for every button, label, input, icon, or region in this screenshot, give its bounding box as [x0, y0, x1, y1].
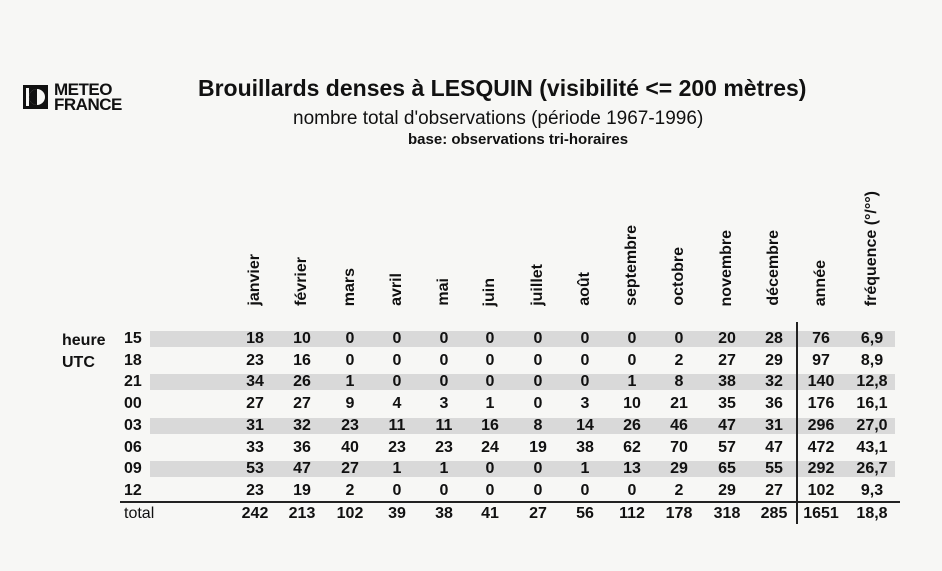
column-header [432, 230, 456, 306]
column-header [573, 230, 597, 306]
table-cell: 3 [439, 395, 449, 413]
column-header [809, 230, 833, 306]
column-header-label: février [293, 257, 310, 306]
table-cell: 0 [439, 373, 449, 391]
table-cell: 0 [485, 373, 495, 391]
column-header [667, 230, 691, 306]
table-cell: 0 [345, 351, 355, 369]
table-cell: 2 [674, 481, 684, 499]
table-cell: 0 [674, 330, 684, 347]
table-cell: 8 [674, 373, 684, 391]
meteo-france-logo [22, 82, 122, 112]
column-header-label: juin [481, 277, 498, 306]
column-header-label: juillet [529, 264, 546, 306]
table-cell: 31 [765, 416, 783, 434]
table-cell: 34 [246, 373, 264, 391]
column-header-label: avril [388, 273, 405, 306]
table-cell: 26,7 [856, 460, 888, 478]
table-cell: 0 [627, 481, 637, 499]
table-cell: 11 [388, 416, 406, 434]
table-cell: 36 [293, 438, 311, 456]
table-cell: 23 [246, 351, 264, 369]
table-cell: 1 [580, 460, 590, 478]
column-header [762, 230, 786, 306]
table-cell: 47 [765, 438, 783, 456]
total-cell: 38 [435, 505, 453, 522]
table-row [0, 350, 942, 372]
total-cell: 285 [760, 505, 788, 522]
total-cell: 41 [481, 505, 499, 522]
column-header-label: septembre [623, 225, 640, 306]
column-header [385, 230, 409, 306]
total-cell: 56 [576, 505, 594, 522]
table-row [0, 328, 942, 350]
table-cell: 0 [485, 330, 495, 347]
total-cell: 242 [241, 505, 269, 522]
table-cell: 296 [807, 416, 835, 434]
table-cell: 0 [533, 460, 543, 478]
table-cell: 27 [293, 395, 311, 413]
table-cell: 47 [718, 416, 736, 434]
table-cell: 47 [293, 460, 311, 478]
total-cell: 318 [713, 505, 741, 522]
table-cell: 33 [246, 438, 264, 456]
column-header [243, 230, 267, 306]
table-cell: 0 [533, 330, 543, 347]
table-cell: 1 [392, 460, 402, 478]
column-header-label: octobre [670, 247, 687, 306]
total-cell: 178 [665, 505, 693, 522]
table-cell: 97 [812, 351, 830, 369]
column-header [338, 230, 362, 306]
table-cell: 53 [246, 460, 264, 478]
table-cell: 0 [392, 373, 402, 391]
row-axis-label-heure: heure [62, 332, 106, 349]
table-cell: 27 [765, 481, 783, 499]
logo-line1: METEO [54, 80, 112, 99]
logo-line2: FRANCE [54, 95, 122, 114]
table-cell: 27,0 [856, 416, 888, 434]
row-hour-label: 00 [124, 395, 142, 413]
annual-separator-line [796, 322, 798, 524]
table-cell: 0 [485, 351, 495, 369]
page-title: Brouillards denses à LESQUIN (visibilité <= 200 mètres) [198, 75, 807, 101]
row-hour-label: 09 [124, 460, 142, 478]
table-cell: 32 [293, 416, 311, 434]
table-cell: 2 [345, 481, 355, 499]
table-cell: 4 [392, 395, 402, 413]
row-axis-label-utc: UTC [62, 354, 95, 371]
table-row [0, 415, 942, 437]
table-cell: 29 [670, 460, 688, 478]
table-cell: 0 [485, 460, 495, 478]
total-cell: 39 [388, 505, 406, 522]
total-cell: 102 [336, 505, 364, 522]
column-header-label: janvier [246, 254, 263, 306]
table-cell: 1 [439, 460, 449, 478]
table-cell: 70 [670, 438, 688, 456]
table-cell: 57 [718, 438, 736, 456]
column-header-label: année [812, 259, 829, 306]
row-hour-label: 12 [124, 481, 142, 499]
total-row-label: total [124, 505, 155, 522]
table-cell: 14 [576, 416, 594, 434]
row-hour-label: 15 [124, 330, 142, 347]
column-header-label: mai [435, 278, 452, 306]
table-cell: 43,1 [856, 438, 888, 456]
table-cell: 23 [341, 416, 359, 434]
column-header-label: août [576, 272, 593, 306]
table-cell: 19 [529, 438, 547, 456]
table-cell: 2 [674, 351, 684, 369]
table-cell: 16 [481, 416, 499, 434]
column-header-label: novembre [718, 229, 735, 306]
table-cell: 21 [670, 395, 688, 413]
table-cell: 0 [580, 481, 590, 499]
table-cell: 8 [533, 416, 543, 434]
table-cell: 23 [246, 481, 264, 499]
table-cell: 29 [765, 351, 783, 369]
table-cell: 1 [345, 373, 355, 391]
table-cell: 0 [345, 330, 355, 347]
table-cell: 0 [533, 373, 543, 391]
table-cell: 8,9 [860, 351, 884, 369]
table-cell: 10 [623, 395, 641, 413]
page-basis-note: base: observations tri-horaires [408, 131, 629, 148]
table-cell: 9 [345, 395, 355, 413]
table-row [0, 371, 942, 393]
table-row [0, 437, 942, 459]
table-cell: 0 [439, 330, 449, 347]
table-cell: 0 [580, 373, 590, 391]
total-cell: 27 [529, 505, 547, 522]
table-cell: 292 [807, 460, 835, 478]
table-cell: 0 [485, 481, 495, 499]
table-cell: 13 [623, 460, 641, 478]
table-cell: 16,1 [856, 395, 888, 413]
table-cell: 0 [392, 330, 402, 347]
table-cell: 26 [293, 373, 311, 391]
column-header-label: fréquence (°/°°) [863, 190, 880, 306]
table-cell: 0 [439, 351, 449, 369]
table-cell: 0 [580, 351, 590, 369]
table-cell: 140 [807, 373, 835, 391]
table-cell: 40 [341, 438, 359, 456]
table-cell: 27 [718, 351, 736, 369]
table-cell: 6,9 [860, 330, 884, 347]
total-cell: 213 [288, 505, 316, 522]
table-cell: 28 [765, 330, 783, 347]
row-hour-label: 06 [124, 438, 142, 456]
table-cell: 18 [246, 330, 264, 347]
table-cell: 176 [807, 395, 835, 413]
row-hour-label: 21 [124, 373, 142, 391]
meteo-france-logo-icon [22, 83, 50, 111]
table-cell: 9,3 [860, 481, 884, 499]
table-cell: 27 [341, 460, 359, 478]
page-subtitle: nombre total d'observations (période 1967-1996) [293, 108, 704, 129]
table-cell: 472 [807, 438, 835, 456]
table-cell: 0 [392, 481, 402, 499]
total-cell: 112 [619, 505, 645, 522]
table-row [0, 393, 942, 415]
row-hour-label: 18 [124, 351, 142, 369]
table-cell: 0 [392, 351, 402, 369]
table-cell: 0 [580, 330, 590, 347]
table-cell: 35 [718, 395, 736, 413]
table-cell: 76 [812, 330, 830, 347]
table-cell: 0 [533, 351, 543, 369]
table-cell: 62 [623, 438, 641, 456]
table-cell: 12,8 [856, 373, 888, 391]
column-header-label: décembre [765, 230, 782, 306]
table-cell: 0 [533, 395, 543, 413]
table-cell: 0 [439, 481, 449, 499]
table-cell: 102 [807, 481, 835, 499]
table-cell: 10 [293, 330, 311, 347]
table-row [0, 480, 942, 502]
table-cell: 55 [765, 460, 783, 478]
table-total-row [0, 503, 942, 525]
table-cell: 0 [627, 351, 637, 369]
table-cell: 29 [718, 481, 736, 499]
table-cell: 38 [718, 373, 736, 391]
table-cell: 3 [580, 395, 590, 413]
table-cell: 0 [627, 330, 637, 347]
column-header [290, 230, 314, 306]
table-cell: 46 [670, 416, 688, 434]
table-cell: 27 [246, 395, 264, 413]
row-hour-label: 03 [124, 416, 142, 434]
column-header [620, 225, 644, 306]
table-cell: 0 [533, 481, 543, 499]
table-cell: 19 [293, 481, 311, 499]
total-cell: 1651 [803, 505, 839, 522]
table-cell: 31 [246, 416, 264, 434]
table-cell: 16 [293, 351, 311, 369]
table-cell: 26 [623, 416, 641, 434]
table-cell: 32 [765, 373, 783, 391]
total-cell: 18,8 [856, 505, 888, 522]
column-header [526, 230, 550, 306]
column-header [478, 230, 502, 306]
table-cell: 23 [435, 438, 453, 456]
table-cell: 20 [718, 330, 736, 347]
table-cell: 1 [627, 373, 637, 391]
table-cell: 65 [718, 460, 736, 478]
table-cell: 1 [485, 395, 495, 413]
column-header [715, 230, 739, 306]
table-cell: 24 [481, 438, 499, 456]
table-row [0, 458, 942, 480]
table-cell: 36 [765, 395, 783, 413]
table-cell: 38 [576, 438, 594, 456]
table-cell: 23 [388, 438, 406, 456]
table-cell: 11 [435, 416, 453, 434]
column-header-label: mars [341, 267, 358, 306]
column-header [860, 190, 884, 306]
total-separator-line [120, 501, 900, 503]
